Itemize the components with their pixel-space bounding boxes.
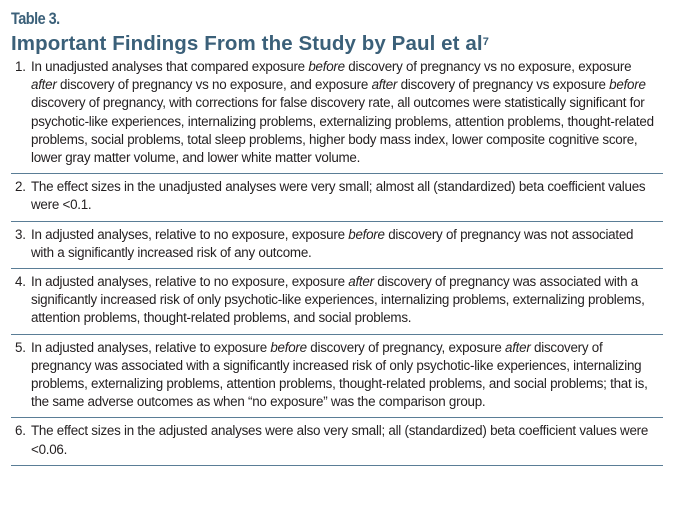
text-segment: discovery of pregnancy was not associated with a significantly increased risk of any outcome. bbox=[31, 226, 634, 260]
finding-number: 6. bbox=[15, 423, 26, 439]
finding-item bbox=[11, 418, 663, 465]
emphasized-text: before bbox=[270, 339, 307, 355]
text-segment: The effect sizes in the unadjusted analyses were very small; almost all (standardized) beta coefficient values were <0.1. bbox=[31, 179, 646, 213]
text-segment: In adjusted analyses, relative to no exposure, exposure bbox=[31, 274, 349, 290]
text-segment: discovery of pregnancy, exposure bbox=[306, 339, 505, 355]
text-segment: discovery of pregnancy vs no exposure, exposure bbox=[344, 59, 632, 74]
finding-item bbox=[11, 222, 663, 269]
finding-item bbox=[11, 335, 663, 419]
finding-text bbox=[31, 339, 663, 412]
text-segment: discovery of pregnancy vs no exposure, and exposure bbox=[56, 77, 372, 93]
citation-superscript: 7 bbox=[482, 36, 489, 48]
table-number: Table 3. bbox=[11, 9, 60, 28]
emphasized-text: after bbox=[505, 339, 531, 355]
finding-number: 5. bbox=[15, 339, 26, 355]
emphasized-text: before bbox=[308, 59, 345, 74]
finding-number: 2. bbox=[15, 179, 26, 195]
finding-item bbox=[11, 57, 663, 174]
finding-item bbox=[11, 174, 663, 221]
text-segment: The effect sizes in the adjusted analyses were also very small; all (standardized) beta coefficient values were <0.06. bbox=[31, 423, 649, 457]
table-title bbox=[11, 31, 663, 57]
text-segment: discovery of pregnancy vs exposure bbox=[397, 77, 610, 93]
text-segment: In adjusted analyses, relative to exposure bbox=[31, 339, 271, 355]
finding-text bbox=[31, 58, 663, 167]
text-segment: discovery of pregnancy was associated with a significantly increased risk of only psychotic-like experiences, internalizing problems, externalizing problems, attention problems, thought-related problems, and social problems. bbox=[31, 274, 645, 326]
finding-text bbox=[31, 273, 663, 328]
table bbox=[0, 9, 673, 466]
emphasized-text: after bbox=[348, 274, 374, 290]
findings-list bbox=[11, 57, 663, 466]
table-title-text: Important Findings From the Study by Paul et al bbox=[11, 32, 483, 55]
finding-item bbox=[11, 269, 663, 335]
text-segment: discovery of pregnancy was associated with a significantly increased risk of only psychotic-like experiences, internalizing problems, externalizing problems, attention problems, thought-related problems, and social problems; that is, the same adverse outcomes as when “no exposure” was the comparison group. bbox=[31, 339, 648, 410]
finding-text bbox=[31, 178, 663, 214]
emphasized-text: before bbox=[348, 226, 385, 242]
text-segment: discovery of pregnancy, with corrections for false discovery rate, all outcomes were statistically significant for psychotic-like experiences, internalizing problems, externalizing problems, attention problems, thought-related problems, social problems, total sleep problems, higher body mass index, lower composite cognitive score, lower gray matter volume, and lower white matter volume. bbox=[31, 95, 654, 166]
text-segment: In unadjusted analyses that compared exposure bbox=[31, 59, 309, 74]
text-segment: In adjusted analyses, relative to no exposure, exposure bbox=[31, 226, 349, 242]
emphasized-text: after bbox=[371, 77, 398, 93]
finding-number: 3. bbox=[15, 226, 26, 242]
finding-text bbox=[31, 422, 663, 458]
emphasized-text: after bbox=[31, 77, 57, 93]
finding-text bbox=[31, 226, 663, 262]
finding-number: 4. bbox=[15, 274, 26, 290]
finding-number: 1. bbox=[15, 59, 26, 74]
emphasized-text: before bbox=[609, 77, 646, 93]
